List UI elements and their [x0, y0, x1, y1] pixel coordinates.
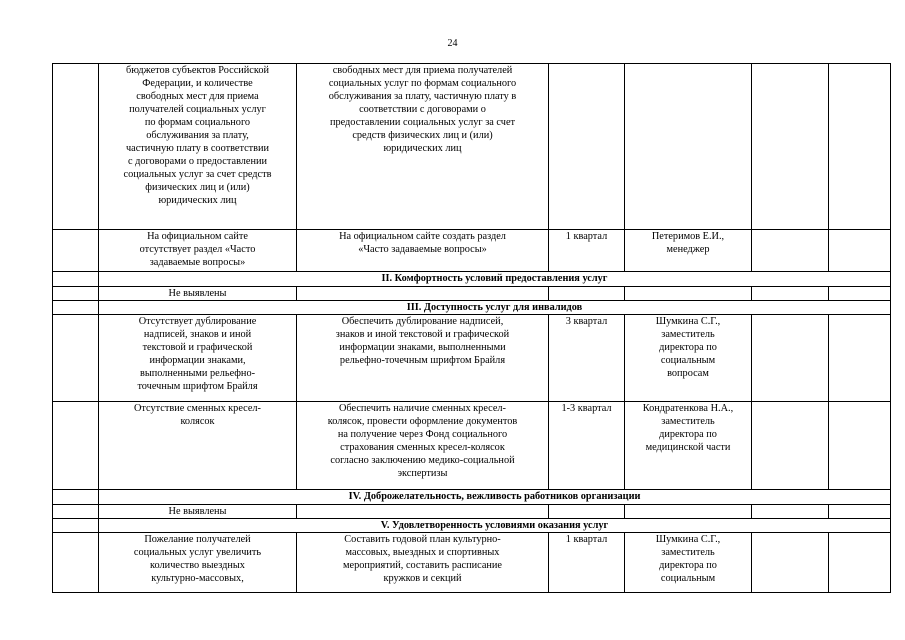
responsible-cell: [625, 505, 752, 519]
deficiency-cell: Отсутствие сменных кресел- колясок: [99, 402, 297, 490]
table-row: [53, 533, 891, 593]
row-number-cell: [53, 505, 99, 519]
deadline-cell: 1 квартал: [549, 533, 625, 593]
result-cell: [752, 402, 829, 490]
page-number: 24: [447, 38, 458, 49]
measure-cell: Обеспечить дублирование надписей, знаков и иной текстовой и графической информации знаками, выполненными рельефно-точечным шрифтом Брайля: [297, 315, 549, 402]
result-cell: [752, 64, 829, 230]
deficiency-cell: бюджетов субъектов Российской Федерации, и количестве свободных мест для приема получателей социальных услуг по формам социального обслуживания за плату, частичную плату в соответствии с договорами о предоставлении социальных услуг за счет средств физических лиц и (или) юридических лиц: [99, 64, 297, 230]
row-number-cell: [53, 287, 99, 301]
deficiency-cell: Не выявлены: [99, 505, 297, 519]
actual-date-cell: [829, 505, 891, 519]
deadline-cell: 1 квартал: [549, 230, 625, 272]
responsible-cell: Кондратенкова Н.А., заместитель директора по медицинской части: [625, 402, 752, 490]
improvement-plan-table: [52, 63, 891, 593]
table-row: [53, 315, 891, 402]
row-number-cell: [53, 301, 99, 315]
deficiency-cell: Пожелание получателей социальных услуг увеличить количество выездных культурно-массовых,: [99, 533, 297, 593]
actual-date-cell: [829, 64, 891, 230]
section-row: [53, 301, 891, 315]
responsible-cell: [625, 64, 752, 230]
responsible-cell: Петеримов Е.И., менеджер: [625, 230, 752, 272]
section-title: V. Удовлетворенность условиями оказания услуг: [99, 519, 891, 533]
result-cell: [752, 315, 829, 402]
section-title: II. Комфортность условий предоставления услуг: [99, 272, 891, 287]
section-row: [53, 519, 891, 533]
row-number-cell: [53, 533, 99, 593]
responsible-cell: [625, 287, 752, 301]
section-row: [53, 272, 891, 287]
row-number-cell: [53, 64, 99, 230]
deficiency-cell: Не выявлены: [99, 287, 297, 301]
actual-date-cell: [829, 402, 891, 490]
actual-date-cell: [829, 533, 891, 593]
table-row: [53, 287, 891, 301]
row-number-cell: [53, 490, 99, 505]
result-cell: [752, 230, 829, 272]
actual-date-cell: [829, 287, 891, 301]
measure-cell: Составить годовой план культурно- массовых, выездных и спортивных мероприятий, составить расписание кружков и секций: [297, 533, 549, 593]
measure-cell: [297, 287, 549, 301]
section-title: III. Доступность услуг для инвалидов: [99, 301, 891, 315]
measure-cell: [297, 505, 549, 519]
result-cell: [752, 505, 829, 519]
row-number-cell: [53, 272, 99, 287]
result-cell: [752, 287, 829, 301]
row-number-cell: [53, 519, 99, 533]
actual-date-cell: [829, 230, 891, 272]
result-cell: [752, 533, 829, 593]
table-row: [53, 505, 891, 519]
deadline-cell: [549, 287, 625, 301]
deadline-cell: [549, 505, 625, 519]
measure-cell: свободных мест для приема получателей социальных услуг по формам социального обслуживания за плату, частичную плату в соответствии с договорами о предоставлении социальных услуг за счет средств физических лиц и (или) юридических лиц: [297, 64, 549, 230]
responsible-cell: Шумкина С.Г., заместитель директора по социальным вопросам: [625, 315, 752, 402]
row-number-cell: [53, 230, 99, 272]
table-row: [53, 230, 891, 272]
deficiency-cell: На официальном сайте отсутствует раздел «Часто задаваемые вопросы»: [99, 230, 297, 272]
section-title: IV. Доброжелательность, вежливость работников организации: [99, 490, 891, 505]
deadline-cell: 3 квартал: [549, 315, 625, 402]
table-row: [53, 64, 891, 230]
deadline-cell: [549, 64, 625, 230]
section-row: [53, 490, 891, 505]
row-number-cell: [53, 315, 99, 402]
measure-cell: Обеспечить наличие сменных кресел- колясок, провести оформление документов на получение через Фонд социального страхования сменных кресел-колясок согласно заключению медико-социальной экспертизы: [297, 402, 549, 490]
table-row: [53, 402, 891, 490]
row-number-cell: [53, 402, 99, 490]
actual-date-cell: [829, 315, 891, 402]
responsible-cell: Шумкина С.Г., заместитель директора по социальным: [625, 533, 752, 593]
deadline-cell: 1-3 квартал: [549, 402, 625, 490]
measure-cell: На официальном сайте создать раздел «Часто задаваемые вопросы»: [297, 230, 549, 272]
deficiency-cell: Отсутствует дублирование надписей, знаков и иной текстовой и графической информации знаками, выполненными рельефно- точечным шрифтом Брайля: [99, 315, 297, 402]
